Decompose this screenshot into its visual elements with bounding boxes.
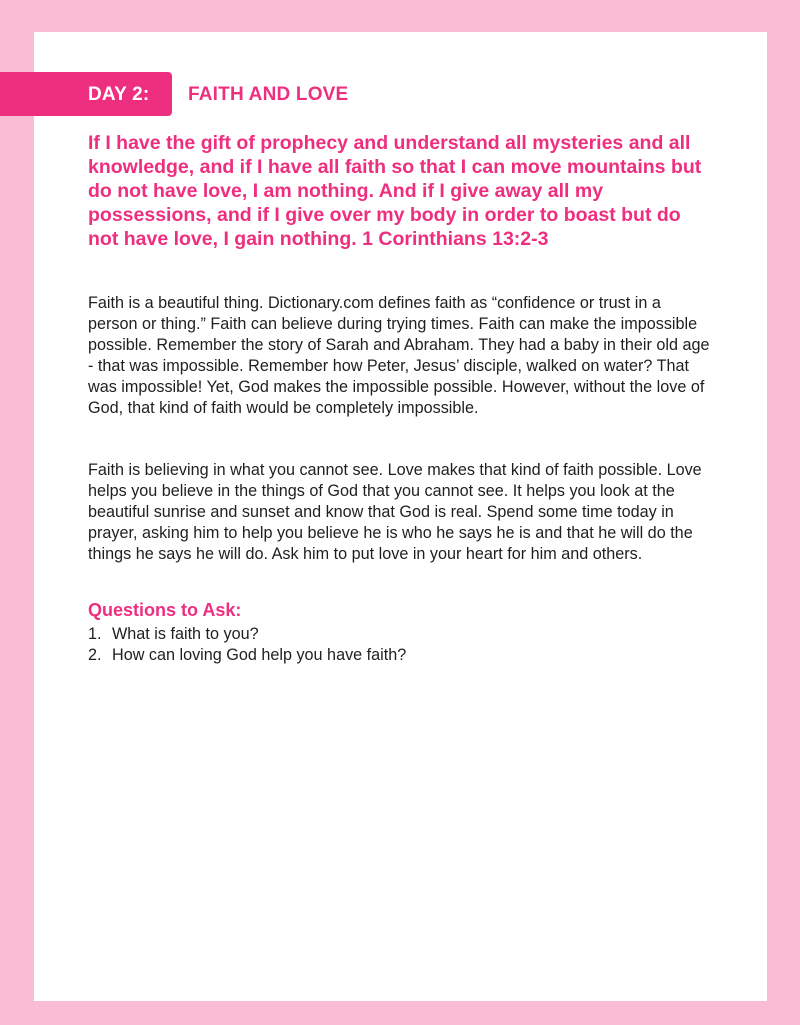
- body-paragraph-1: Faith is a beautiful thing. Dictionary.com defines faith as “confidence or trust in a person or thing.” Faith can believe during trying times. Faith can make the impossible possible. Remember the story of Sarah and Abraham. They had a baby in their old age - that was impossible. Remember how Peter, Jesus’ disciple, walked on water? That was impossible! Yet, God makes the impossible possible. However, without the love of God, that kind of faith would be completely impossible.: [88, 294, 710, 418]
- question-number: 2.: [88, 646, 102, 665]
- question-item: [88, 645, 406, 666]
- day-title: FAITH AND LOVE: [188, 84, 349, 105]
- question-text: What is faith to you?: [112, 625, 259, 643]
- question-item: [88, 624, 406, 645]
- questions-list: [88, 624, 406, 666]
- day-label: DAY 2:: [88, 84, 150, 105]
- question-number: 1.: [88, 625, 102, 643]
- body-paragraph-2: Faith is believing in what you cannot see. Love makes that kind of faith possible. Love helps you believe in the things of God that you cannot see. It helps you look at the beautiful sunrise and sunset and know that God is real. Spend some time today in prayer, asking him to help you believe he is who he says he is and that he will do the things he says he will do. Ask him to put love in your heart for him and others.: [88, 461, 702, 564]
- scripture-verse: If I have the gift of prophecy and understand all mysteries and all knowledge, and if I have all faith so that I can move mountains but do not have love, I am nothing. And if I give away all my possessions, and if I give over my body in order to boast but do not have love, I gain nothing. 1 Corinthians 13:2-3: [88, 132, 702, 250]
- questions-heading: Questions to Ask:: [88, 600, 242, 620]
- question-text: How can loving God help you have faith?: [112, 646, 407, 665]
